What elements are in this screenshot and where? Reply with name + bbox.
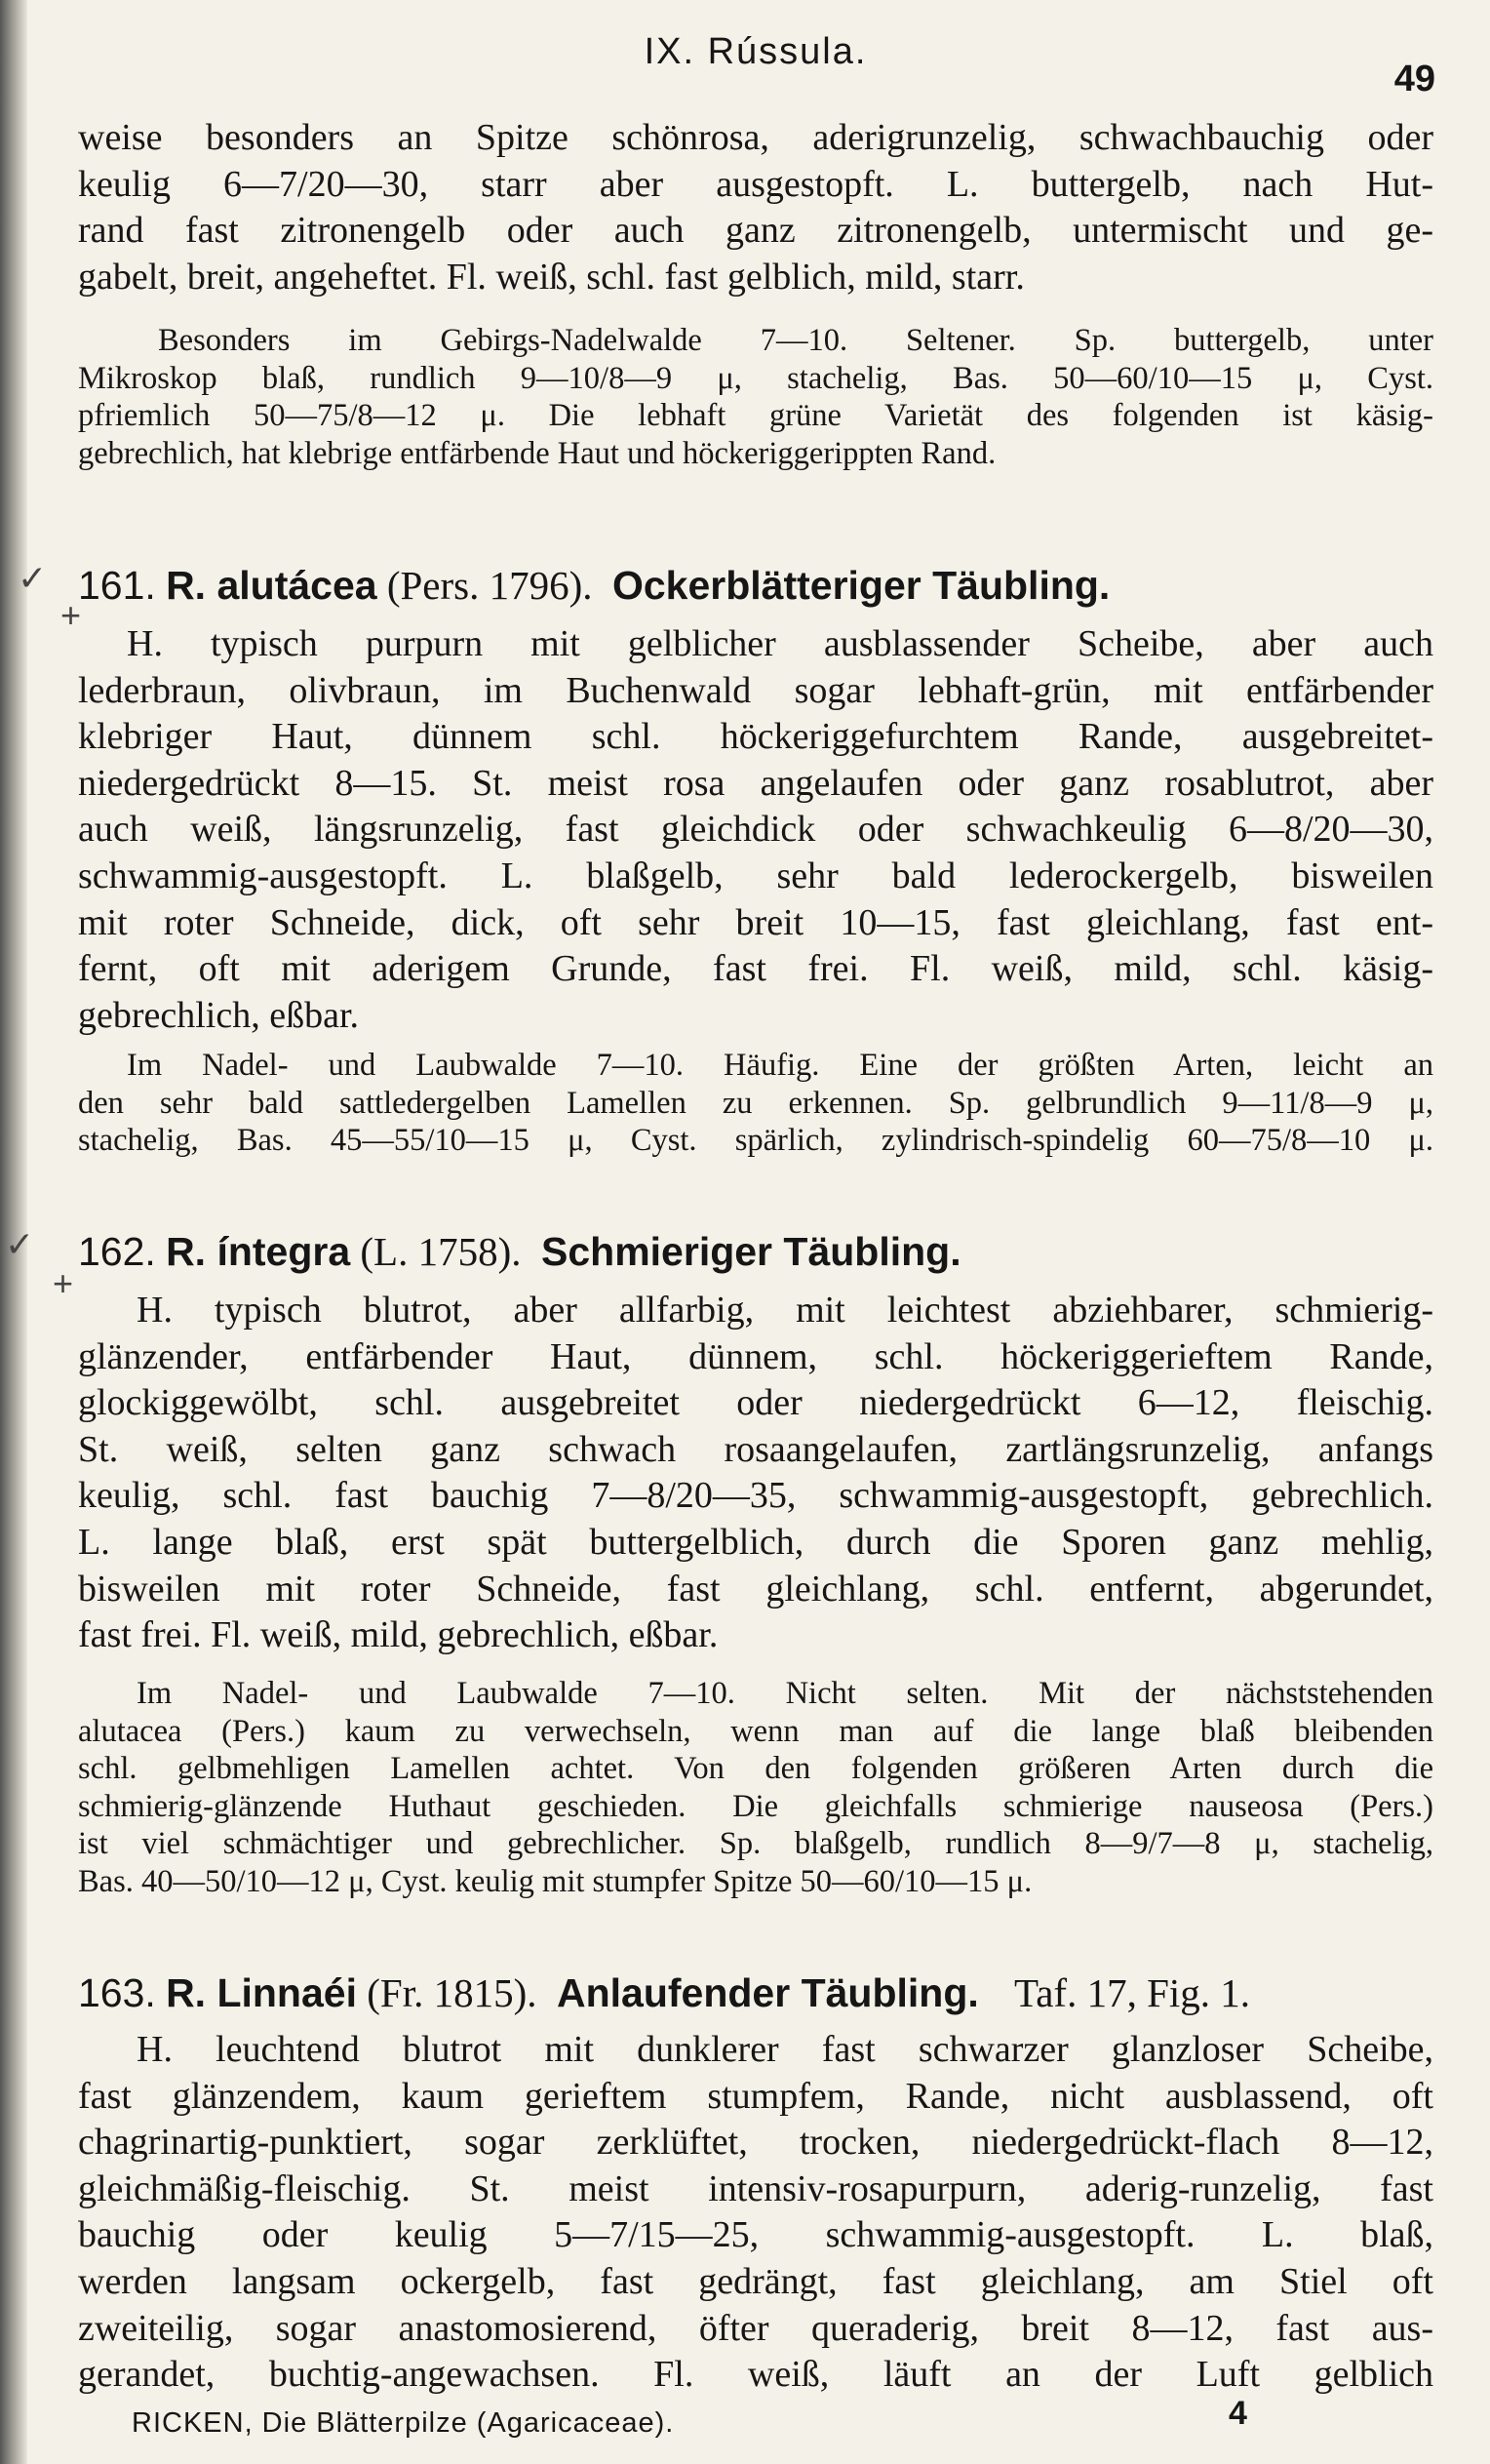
entry-note-161	[78, 1047, 1433, 1160]
text-line: mit roter Schneide, dick, oft sehr breit 10—15, fast gleichlang, fast ent-	[78, 901, 1433, 943]
entry-latin-name: R. íntegra	[166, 1229, 351, 1274]
text-line: Mikroskop blaß, rundlich 9—10/8—9 μ, stachelig, Bas. 50—60/10—15 μ, Cyst.	[78, 360, 1433, 396]
text-line: H. typisch blutrot, aber allfarbig, mit leichtest abziehbarer, schmierig-	[137, 1290, 1433, 1331]
text-line: keulig 6—7/20—30, starr aber ausgestopft. L. buttergelb, nach Hut-	[78, 163, 1433, 205]
text-line: pfriemlich 50—75/8—12 μ. Die lebhaft grüne Varietät des folgenden ist käsig-	[78, 398, 1433, 433]
text-line: gebrechlich, eßbar.	[78, 994, 360, 1036]
book-page	[5, 0, 1435, 2464]
text-line: St. weiß, selten ganz schwach rosaangelaufen, zartlängsrunzelig, anfangs	[78, 1428, 1433, 1470]
entry-number: 162.	[78, 1229, 156, 1274]
text-line: fast glänzendem, kaum gerieftem stumpfem, Rande, nicht ausblassend, oft	[78, 2075, 1433, 2117]
text-line: chagrinartig-punktiert, sogar zerklüftet, trocken, niedergedrückt-flach 8—12,	[78, 2122, 1433, 2164]
text-line: gebrechlich, hat klebrige entfärbende Haut und höckeriggerippten Rand.	[78, 435, 997, 471]
text-line: schwammig-ausgestopft. L. blaßgelb, sehr bald lederockergelb, bisweilen	[78, 854, 1433, 896]
text-line: fast frei. Fl. weiß, mild, gebrechlich, eßbar.	[78, 1614, 719, 1656]
text-line: Im Nadel- und Laubwalde 7—10. Häufig. Eine der größten Arten, leicht an	[127, 1048, 1433, 1083]
entry-number: 163.	[78, 1970, 156, 2015]
entry-description-161	[78, 621, 1433, 1039]
entry-german-name: Anlaufender Täubling.	[556, 1970, 979, 2015]
text-line: bisweilen mit roter Schneide, fast gleichlang, schl. entfernt, abgerundet,	[78, 1568, 1433, 1610]
entry-german-name: Ockerblätteriger Täubling.	[611, 563, 1111, 608]
text-line: gleichmäßig-fleischig. St. meist intensiv-rosapurpurn, aderig-runzelig, fast	[78, 2167, 1433, 2209]
entry-author: (Fr. 1815).	[367, 1970, 537, 2015]
printer-signature: RICKEN, Die Blätterpilze (Agaricaceae).	[132, 2407, 675, 2439]
page-number: 49	[1393, 59, 1435, 99]
entry-plate-reference: Taf. 17, Fig. 1.	[1014, 1970, 1251, 2015]
text-line: Bas. 40—50/10—12 μ, Cyst. keulig mit stumpfer Spitze 50—60/10—15 μ.	[78, 1863, 1033, 1899]
entry-author: (Pers. 1796).	[386, 563, 593, 608]
text-line: niedergedrückt 8—15. St. meist rosa angelaufen oder ganz rosablutrot, aber	[78, 762, 1433, 804]
entry-german-name: Schmieriger Täubling.	[541, 1229, 961, 1274]
text-line: glänzender, entfärbender Haut, dünnem, schl. höckeriggerieftem Rande,	[78, 1335, 1433, 1377]
entry-heading-162	[78, 1227, 1433, 1276]
text-line: alutacea (Pers.) kaum zu verwechseln, wenn man auf die lange blaß bleibenden	[78, 1713, 1433, 1749]
text-line: stachelig, Bas. 45—55/10—15 μ, Cyst. spärlich, zylindrisch-spindelig 60—75/8—10 μ.	[78, 1123, 1433, 1158]
text-line: H. typisch purpurn mit gelblicher ausblassender Scheibe, aber auch	[127, 623, 1433, 664]
text-line: weise besonders an Spitze schönrosa, aderigrunzelig, schwachbauchig oder	[78, 117, 1433, 158]
text-line: schmierig-glänzende Huthaut geschieden. Die gleichfalls schmierige nauseosa (Pers.)	[78, 1788, 1433, 1824]
text-line: L. lange blaß, erst spät buttergelblich, durch die Sporen ganz mehlig,	[78, 1521, 1433, 1563]
entry-number: 161.	[78, 563, 156, 608]
continuation-note	[78, 322, 1433, 472]
text-line: Besonders im Gebirgs-Nadelwalde 7—10. Seltener. Sp. buttergelb, unter	[158, 323, 1433, 358]
text-line: Im Nadel- und Laubwalde 7—10. Nicht selten. Mit der nächststehenden	[137, 1676, 1433, 1711]
margin-cross: +	[53, 1263, 74, 1303]
text-line: rand fast zitronengelb oder auch ganz zitronengelb, untermischt und ge-	[78, 210, 1433, 252]
entry-note-162	[78, 1675, 1433, 1900]
entry-heading-161	[78, 561, 1433, 610]
text-line: werden langsam ockergelb, fast gedrängt, fast gleichlang, am Stiel oft	[78, 2260, 1433, 2302]
text-line: klebriger Haut, dünnem schl. höckeriggefurchtem Rande, ausgebreitet-	[78, 716, 1433, 758]
entry-latin-name: R. Linnaéi	[166, 1970, 357, 2015]
text-line: bauchig oder keulig 5—7/15—25, schwammig-ausgestopft. L. blaß,	[78, 2214, 1433, 2256]
text-line: keulig, schl. fast bauchig 7—8/20—35, schwammig-ausgestopft, gebrechlich.	[78, 1475, 1433, 1517]
entry-latin-name: R. alutácea	[166, 563, 377, 608]
entry-heading-163	[78, 1968, 1433, 2017]
margin-checkmark: ✓	[5, 1224, 35, 1264]
text-line: glockiggewölbt, schl. ausgebreitet oder niedergedrückt 6—12, fleischig.	[78, 1382, 1433, 1424]
text-line: gabelt, breit, angeheftet. Fl. weiß, schl. fast gelblich, mild, starr.	[78, 256, 1025, 298]
text-line: ist viel schmächtiger und gebrechlicher. Sp. blaßgelb, rundlich 8—9/7—8 μ, stachelig,	[78, 1826, 1433, 1861]
text-line: schl. gelbmehligen Lamellen achtet. Von den folgenden größeren Arten durch die	[78, 1751, 1433, 1786]
text-line: den sehr bald sattledergelben Lamellen zu erkennen. Sp. gelbrundlich 9—11/8—9 μ,	[78, 1085, 1433, 1121]
margin-cross: +	[60, 595, 82, 635]
text-line: zweiteilig, sogar anastomosierend, öfter queraderig, breit 8—12, fast aus-	[78, 2307, 1433, 2349]
sheet-number: 4	[1229, 2395, 1247, 2432]
text-line: auch weiß, längsrunzelig, fast gleichdick oder schwachkeulig 6—8/20—30,	[78, 809, 1433, 851]
entry-description-162	[78, 1288, 1433, 1659]
entry-description-163	[78, 2027, 1433, 2399]
text-line: gerandet, buchtig-angewachsen. Fl. weiß, läuft an der Luft gelblich	[78, 2354, 1433, 2396]
continuation-paragraph	[78, 115, 1433, 300]
text-line: H. leuchtend blutrot mit dunklerer fast schwarzer glanzloser Scheibe,	[137, 2029, 1433, 2070]
running-title: IX. Rússula.	[644, 31, 868, 72]
text-line: lederbraun, olivbraun, im Buchenwald sogar lebhaft-grün, mit entfärbender	[78, 669, 1433, 711]
text-line: fernt, oft mit aderigem Grunde, fast frei. Fl. weiß, mild, schl. käsig-	[78, 948, 1433, 990]
entry-author: (L. 1758).	[360, 1229, 522, 1274]
margin-checkmark: ✓	[18, 558, 48, 598]
